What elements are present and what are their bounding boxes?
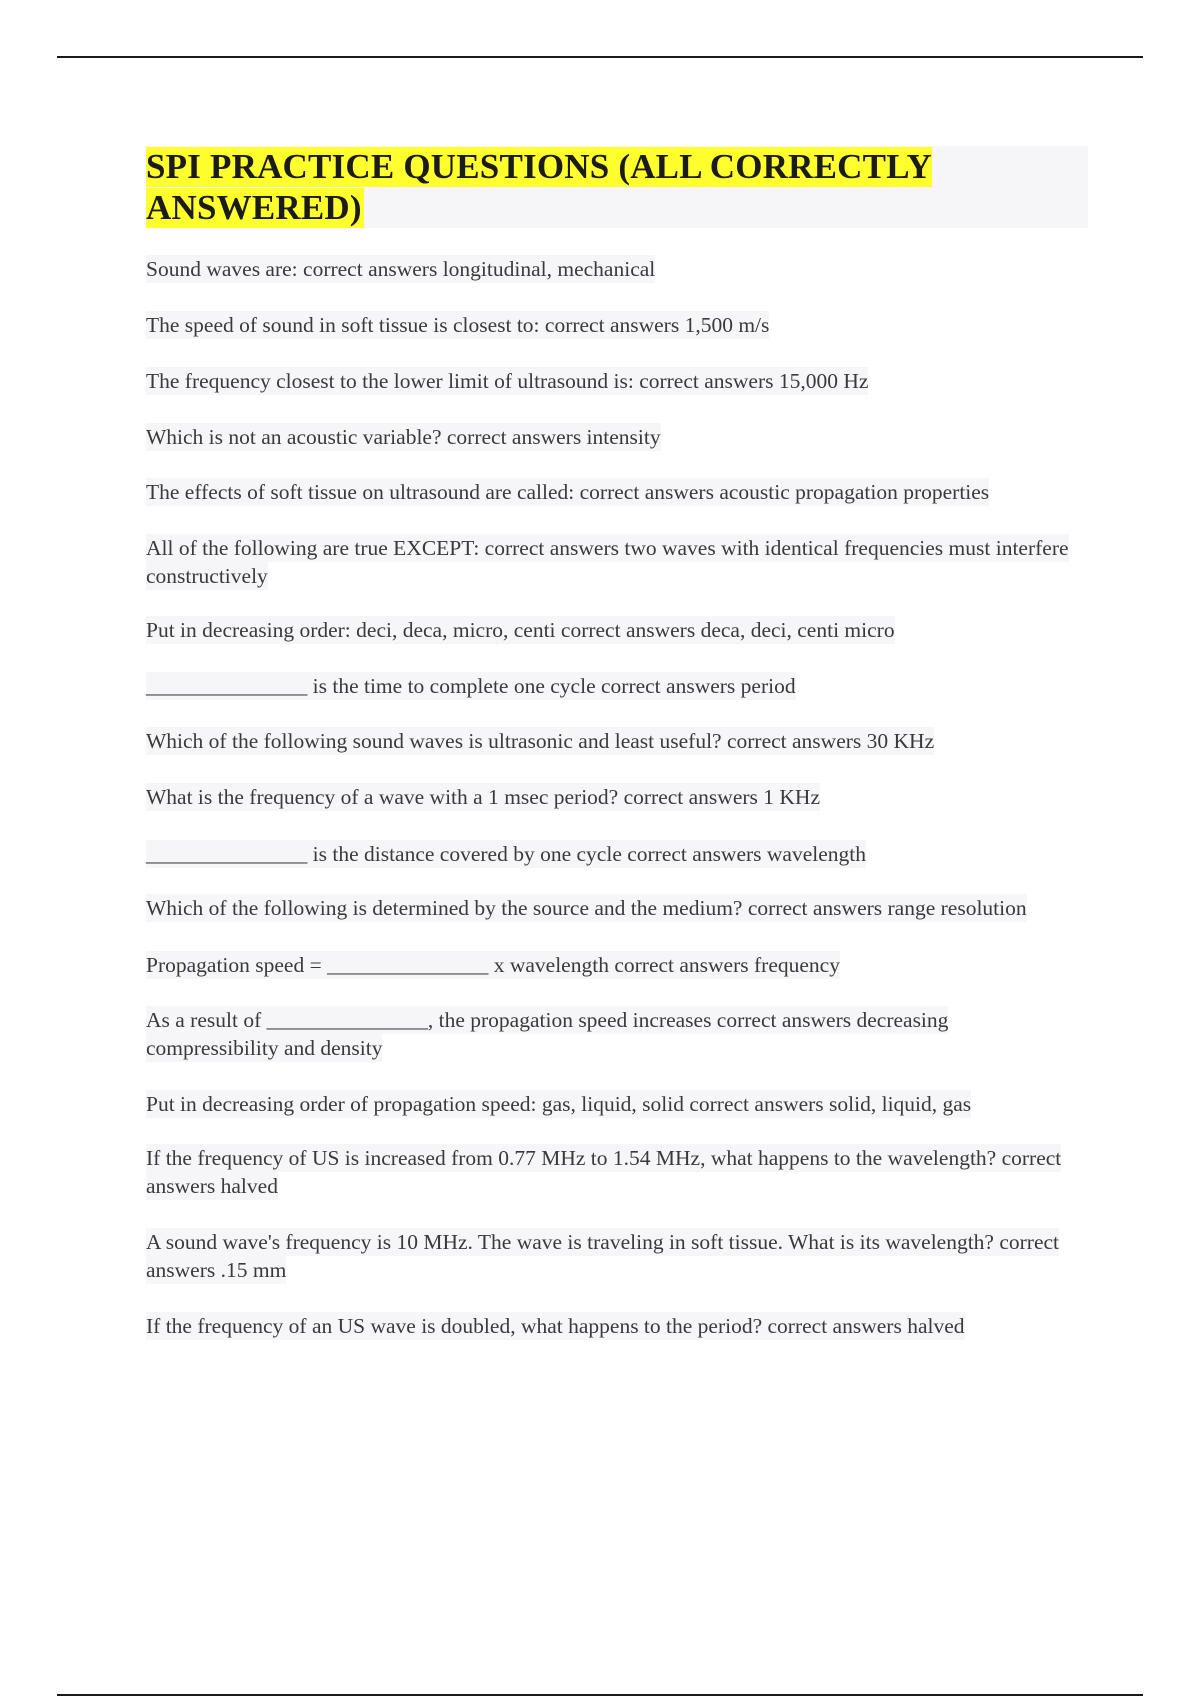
qa-item: The frequency closest to the lower limit of ultrasound is: correct answers 15,000 Hz (146, 369, 869, 393)
bottom-rule (57, 1694, 1143, 1696)
qa-item: If the frequency of an US wave is doubled, what happens to the period? correct answers halved (146, 1314, 965, 1338)
qa-item: Propagation speed = _______________ x wavelength correct answers frequency (146, 953, 840, 977)
qa-item: As a result of _______________, the propagation speed increases correct answers decreasing compressibility and density (146, 1008, 949, 1060)
qa-item: Put in decreasing order: deci, deca, micro, centi correct answers deca, deci, centi micro (146, 618, 895, 642)
qa-item: _______________ is the distance covered by one cycle correct answers wavelength (146, 842, 867, 866)
title-block (146, 146, 1088, 228)
qa-item: The speed of sound in soft tissue is closest to: correct answers 1,500 m/s (146, 313, 770, 337)
qa-item: Put in decreasing order of propagation speed: gas, liquid, solid correct answers solid, liquid, gas (146, 1092, 972, 1116)
qa-item: Which is not an acoustic variable? correct answers intensity (146, 425, 661, 449)
qa-item: All of the following are true EXCEPT: correct answers two waves with identical frequencies must interfere constructively (146, 536, 1069, 588)
qa-item: A sound wave's frequency is 10 MHz. The wave is traveling in soft tissue. What is its wavelength? correct answers .15 mm (146, 1230, 1060, 1282)
top-rule (57, 56, 1143, 58)
qa-item: Sound waves are: correct answers longitudinal, mechanical (146, 257, 656, 281)
qa-item: If the frequency of US is increased from 0.77 MHz to 1.54 MHz, what happens to the wavelength? correct answers halved (146, 1146, 1062, 1198)
qa-item: Which of the following sound waves is ultrasonic and least useful? correct answers 30 KHz (146, 729, 935, 753)
qa-item: _______________ is the time to complete one cycle correct answers period (146, 674, 796, 698)
qa-list (146, 255, 1086, 1340)
qa-item: The effects of soft tissue on ultrasound are called: correct answers acoustic propagation properties (146, 480, 990, 504)
qa-item: Which of the following is determined by the source and the medium? correct answers range resolution (146, 896, 1027, 920)
page-title: SPI PRACTICE QUESTIONS (ALL CORRECTLY ANSWERED) (146, 147, 933, 227)
qa-item: What is the frequency of a wave with a 1 msec period? correct answers 1 KHz (146, 785, 820, 809)
